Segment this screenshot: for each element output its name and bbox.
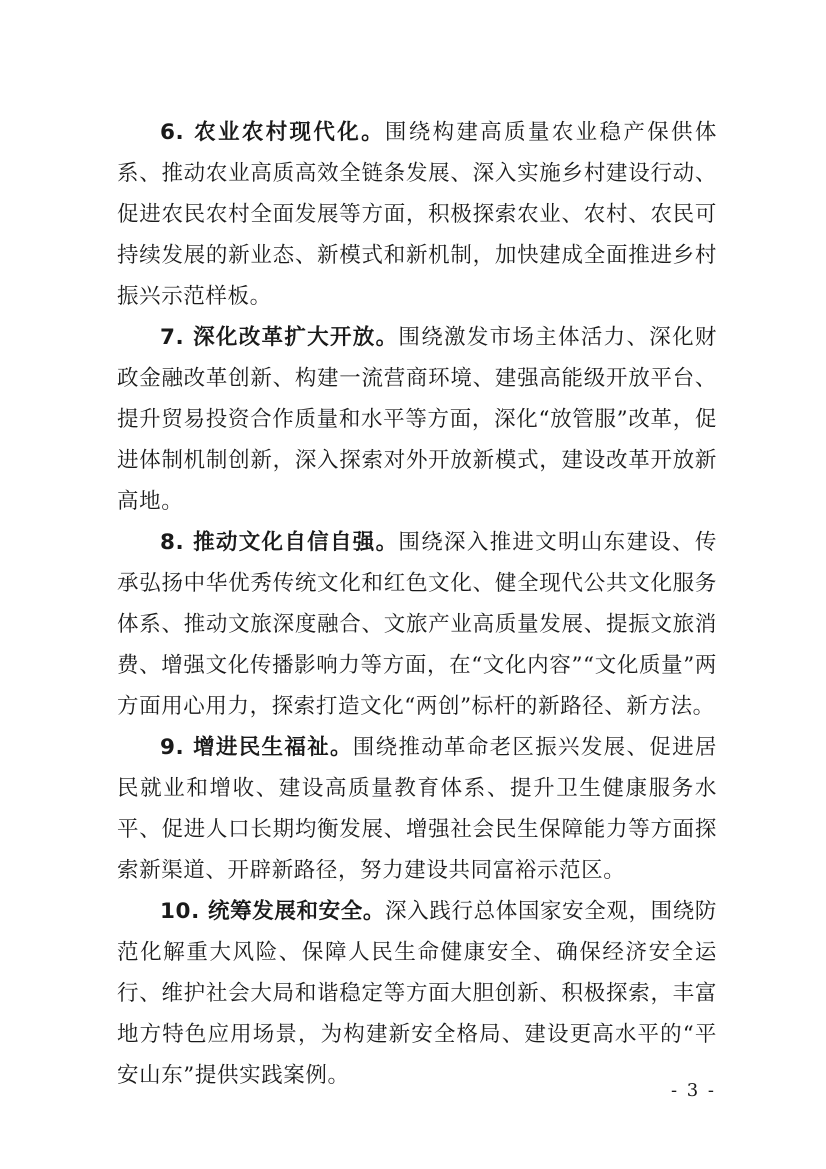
paragraph-heading: 10. 统筹发展和安全。 (160, 899, 386, 924)
paragraph-welfare (117, 727, 717, 891)
paragraph-culture (117, 522, 717, 727)
paragraph-heading: 9. 增进民生福祉。 (160, 735, 353, 760)
paragraph-text: 深入践行总体国家安全观，围绕防范化解重大风险、保障人民生命健康安全、确保经济安全运行、维护社会大局和谐稳定等方面大胆创新、积极探索，丰富地方特色应用场景，为构建新安全格局、建设更高水平的“平安山东”提供实践案例。 (117, 899, 717, 1088)
paragraph-heading: 8. 推动文化自信自强。 (160, 530, 399, 555)
page-number: - 3 - (670, 1080, 716, 1101)
document-body (117, 112, 717, 1096)
paragraph-text: 围绕激发市场主体活力、深化财政金融改革创新、构建一流营商环境、建强高能级开放平台、提升贸易投资合作质量和水平等方面，深化“放管服”改革，促进体制机制创新，深入探索对外开放新模式，建设改革开放新高地。 (117, 325, 717, 514)
paragraph-heading: 6. 农业农村现代化。 (160, 120, 385, 145)
paragraph-reform (117, 317, 717, 522)
paragraph-text: 围绕推动革命老区振兴发展、促进居民就业和增收、建设高质量教育体系、提升卫生健康服务水平、促进人口长期均衡发展、增强社会民生保障能力等方面探索新渠道、开辟新路径，努力建设共同富裕示范区。 (117, 735, 717, 883)
paragraph-text: 围绕构建高质量农业稳产保供体系、推动农业高质高效全链条发展、深入实施乡村建设行动、促进农民农村全面发展等方面，积极探索农业、农村、农民可持续发展的新业态、新模式和新机制，加快建成全面推进乡村振兴示范样板。 (117, 120, 717, 309)
paragraph-text: 围绕深入推进文明山东建设、传承弘扬中华优秀传统文化和红色文化、健全现代公共文化服务体系、推动文旅深度融合、文旅产业高质量发展、提振文旅消费、增强文化传播影响力等方面，在“文化内容”“文化质量”两方面用心用力，探索打造文化“两创”标杆的新路径、新方法。 (117, 530, 717, 719)
paragraph-agriculture (117, 112, 717, 317)
paragraph-security (117, 891, 717, 1096)
paragraph-heading: 7. 深化改革扩大开放。 (160, 325, 399, 350)
